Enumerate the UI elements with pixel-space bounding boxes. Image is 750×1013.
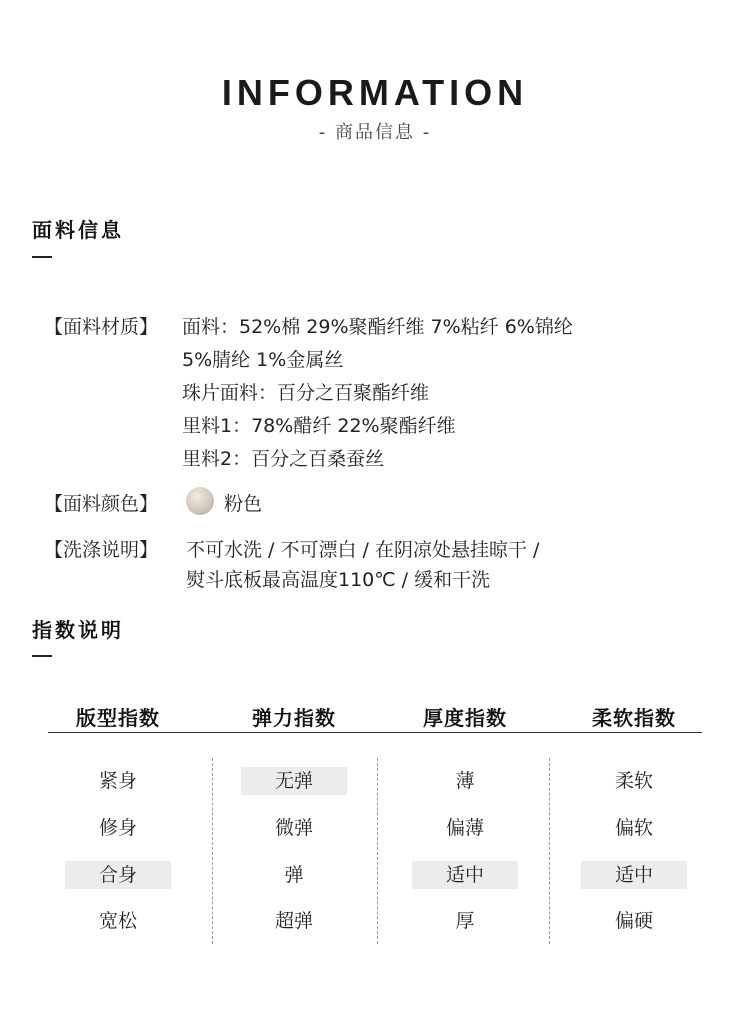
material-line: 面料：52%棉 29%聚酯纤维 7%粘纤 6%锦纶 — [182, 316, 573, 338]
wash-label: 【洗涤说明】 — [44, 539, 159, 561]
index-section-divider — [32, 655, 52, 657]
fit-option: 紧身 — [98, 770, 137, 792]
color-name: 粉色 — [224, 493, 263, 515]
color-label: 【面料颜色】 — [44, 493, 159, 515]
thickness-option: 偏薄 — [445, 817, 484, 839]
fit-index-header: 版型指数 — [76, 706, 160, 730]
material-label: 【面料材质】 — [44, 316, 159, 338]
column-divider — [377, 758, 378, 944]
column-divider — [549, 758, 550, 944]
fit-option-selected: 合身 — [65, 861, 171, 889]
stretch-option: 弹 — [284, 864, 304, 886]
fit-option: 宽松 — [98, 910, 137, 932]
fabric-section-title: 面料信息 — [32, 218, 124, 242]
thickness-index-header: 厚度指数 — [423, 706, 507, 730]
fabric-section-divider — [32, 256, 52, 258]
color-swatch — [186, 487, 214, 515]
material-line: 5%腈纶 1%金属丝 — [182, 349, 344, 371]
softness-option: 偏软 — [614, 817, 653, 839]
stretch-option: 微弹 — [274, 817, 313, 839]
material-line: 里料2：百分之百桑蚕丝 — [182, 448, 385, 470]
index-header-rule — [48, 732, 702, 733]
softness-index-header: 柔软指数 — [592, 706, 676, 730]
stretch-option-selected: 无弹 — [241, 767, 347, 795]
stretch-option: 超弹 — [274, 910, 313, 932]
thickness-option-selected: 适中 — [412, 861, 518, 889]
column-divider — [212, 758, 213, 944]
stretch-index-header: 弹力指数 — [252, 706, 336, 730]
thickness-option: 厚 — [455, 910, 475, 932]
fit-option: 修身 — [98, 817, 137, 839]
page-subtitle: - 商品信息 - — [318, 122, 432, 143]
softness-option-selected: 适中 — [581, 861, 687, 889]
wash-line: 不可水洗 / 不可漂白 / 在阴凉处悬挂晾干 / — [186, 539, 540, 561]
thickness-option: 薄 — [455, 770, 475, 792]
material-line: 里料1：78%醋纤 22%聚酯纤维 — [182, 415, 456, 437]
page-title: INFORMATION — [221, 72, 529, 113]
softness-option: 柔软 — [614, 770, 653, 792]
index-section-title: 指数说明 — [32, 618, 124, 642]
material-line: 珠片面料：百分之百聚酯纤维 — [182, 382, 430, 404]
wash-line: 熨斗底板最高温度110℃ / 缓和干洗 — [186, 569, 491, 591]
softness-option: 偏硬 — [614, 910, 653, 932]
